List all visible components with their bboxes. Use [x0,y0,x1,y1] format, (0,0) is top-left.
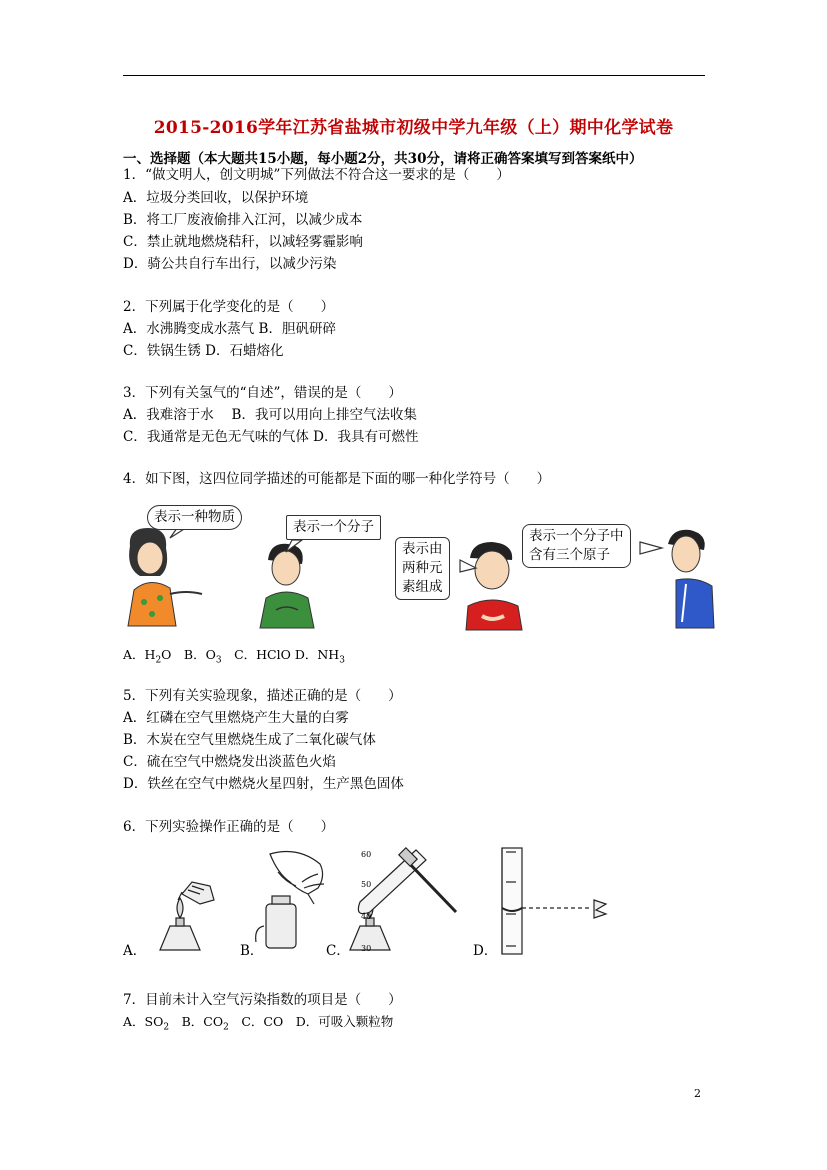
q3-stem: 3．下列有关氢气的“自述”，错误的是（ ） [123,385,402,401]
graduated-cylinder-figure [502,848,606,954]
q7-stem: 7．目前未计入空气污染指数的项目是（ ） [123,992,402,1008]
cylinder-tick-60: 60 [361,850,372,859]
q4-options [123,646,345,670]
q5-option-a: A．红磷在空气里燃烧产生大量的白雾 [123,710,349,726]
bubble3-line1: 表示由 [402,541,443,557]
q4-opt-b-sub: 3 [215,655,222,666]
header-rule [123,75,705,76]
q2-stem: 2．下列属于化学变化的是（ ） [123,299,335,315]
q5-option-c: C．硫在空气中燃烧发出淡蓝色火焰 [123,754,336,770]
section-heading: 一、选择题（本大题共15小题，每小题2分，共30分，请将正确答案填写到答案纸中） [123,151,643,167]
q2-options-cd: C．铁锅生锈 D．石蜡熔化 [123,343,284,359]
q1-option-d: D．骑公共自行车出行，以减少污染 [123,256,337,272]
q4-stem: 4．如下图，这四位同学描述的可能都是下面的哪一种化学符号（ ） [123,471,551,487]
bubble3-line2: 两种元 [402,560,443,576]
q7-opt-a-sub: 2 [163,1022,170,1033]
q6-label-b: B． [240,943,264,959]
cylinder-tick-30: 30 [361,944,372,953]
q6-label-d: D． [473,943,498,959]
alcohol-lamp-lighting-figure [160,882,214,950]
student-boy-blue-figure [668,530,714,628]
q6-lab-operations-illustration [148,842,618,962]
q2-options-ab: A．水沸腾变成水蒸气 B．胆矾研碎 [123,321,336,337]
q7-opt-b: B．CO [169,1014,224,1029]
q7-opt-b-sub: 2 [223,1022,229,1033]
speech-bubble-molecule: 表示一个分子 [286,515,381,540]
page-number: 2 [694,1087,701,1100]
page-title: 2015-2016学年江苏省盐城市初级中学九年级（上）期中化学试卷 [153,118,674,138]
q6-label-a: A． [123,943,147,959]
bubble4-line1: 表示一个分子中 [529,528,624,544]
q1-option-c: C．禁止就地燃烧秸秆，以减轻雾霾影响 [123,234,363,250]
q4-opt-a-sub: 2 [155,655,162,666]
bubble4-line2: 含有三个原子 [529,547,610,563]
q6-label-c: C． [326,943,350,959]
q6-stem: 6．下列实验操作正确的是（ ） [123,819,335,835]
student-boy-red-figure [466,542,522,630]
q1-option-b: B．将工厂废液偷排入江河，以减少成本 [123,212,363,228]
q7-options [123,1013,393,1037]
speech-bubble-three-atoms [522,524,631,568]
q4-opt-d-sub: 3 [339,655,345,666]
q1-stem: 1．“做文明人，创文明城”下列做法不符合这一要求的是（ ） [123,167,510,183]
q5-stem: 5．下列有关实验现象，描述正确的是（ ） [123,688,402,704]
q4-opt-a: A．H [123,647,156,662]
q1-option-a: A．垃圾分类回收，以保护环境 [123,190,309,206]
q3-options-ab: A．我难溶于水 B．我可以用向上排空气法收集 [123,407,417,423]
bubble3-line3: 素组成 [402,579,443,595]
q3-options-cd: C．我通常是无色无气味的气体 D．我具有可燃性 [123,429,419,445]
q7-opt-cd: C．CO D．可吸入颗粒物 [228,1014,394,1029]
student-boy-green-figure [260,544,314,628]
speech-bubble-substance: 表示一种物质 [147,505,242,530]
q5-option-d: D．铁丝在空气中燃烧火星四射，生产黑色固体 [123,776,404,792]
smelling-gas-figure [256,852,324,948]
q7-opt-a: A．SO [123,1014,164,1029]
q4-opt-b: O B．O [161,647,216,662]
student-girl-figure [128,528,202,626]
cylinder-tick-50: 50 [361,880,372,889]
q4-opt-cd: C．HClO D．NH [221,647,340,662]
speech-bubble-two-elements [395,537,450,600]
cylinder-tick-40: 40 [361,912,372,921]
q5-option-b: B．木炭在空气里燃烧生成了二氧化碳气体 [123,732,376,748]
